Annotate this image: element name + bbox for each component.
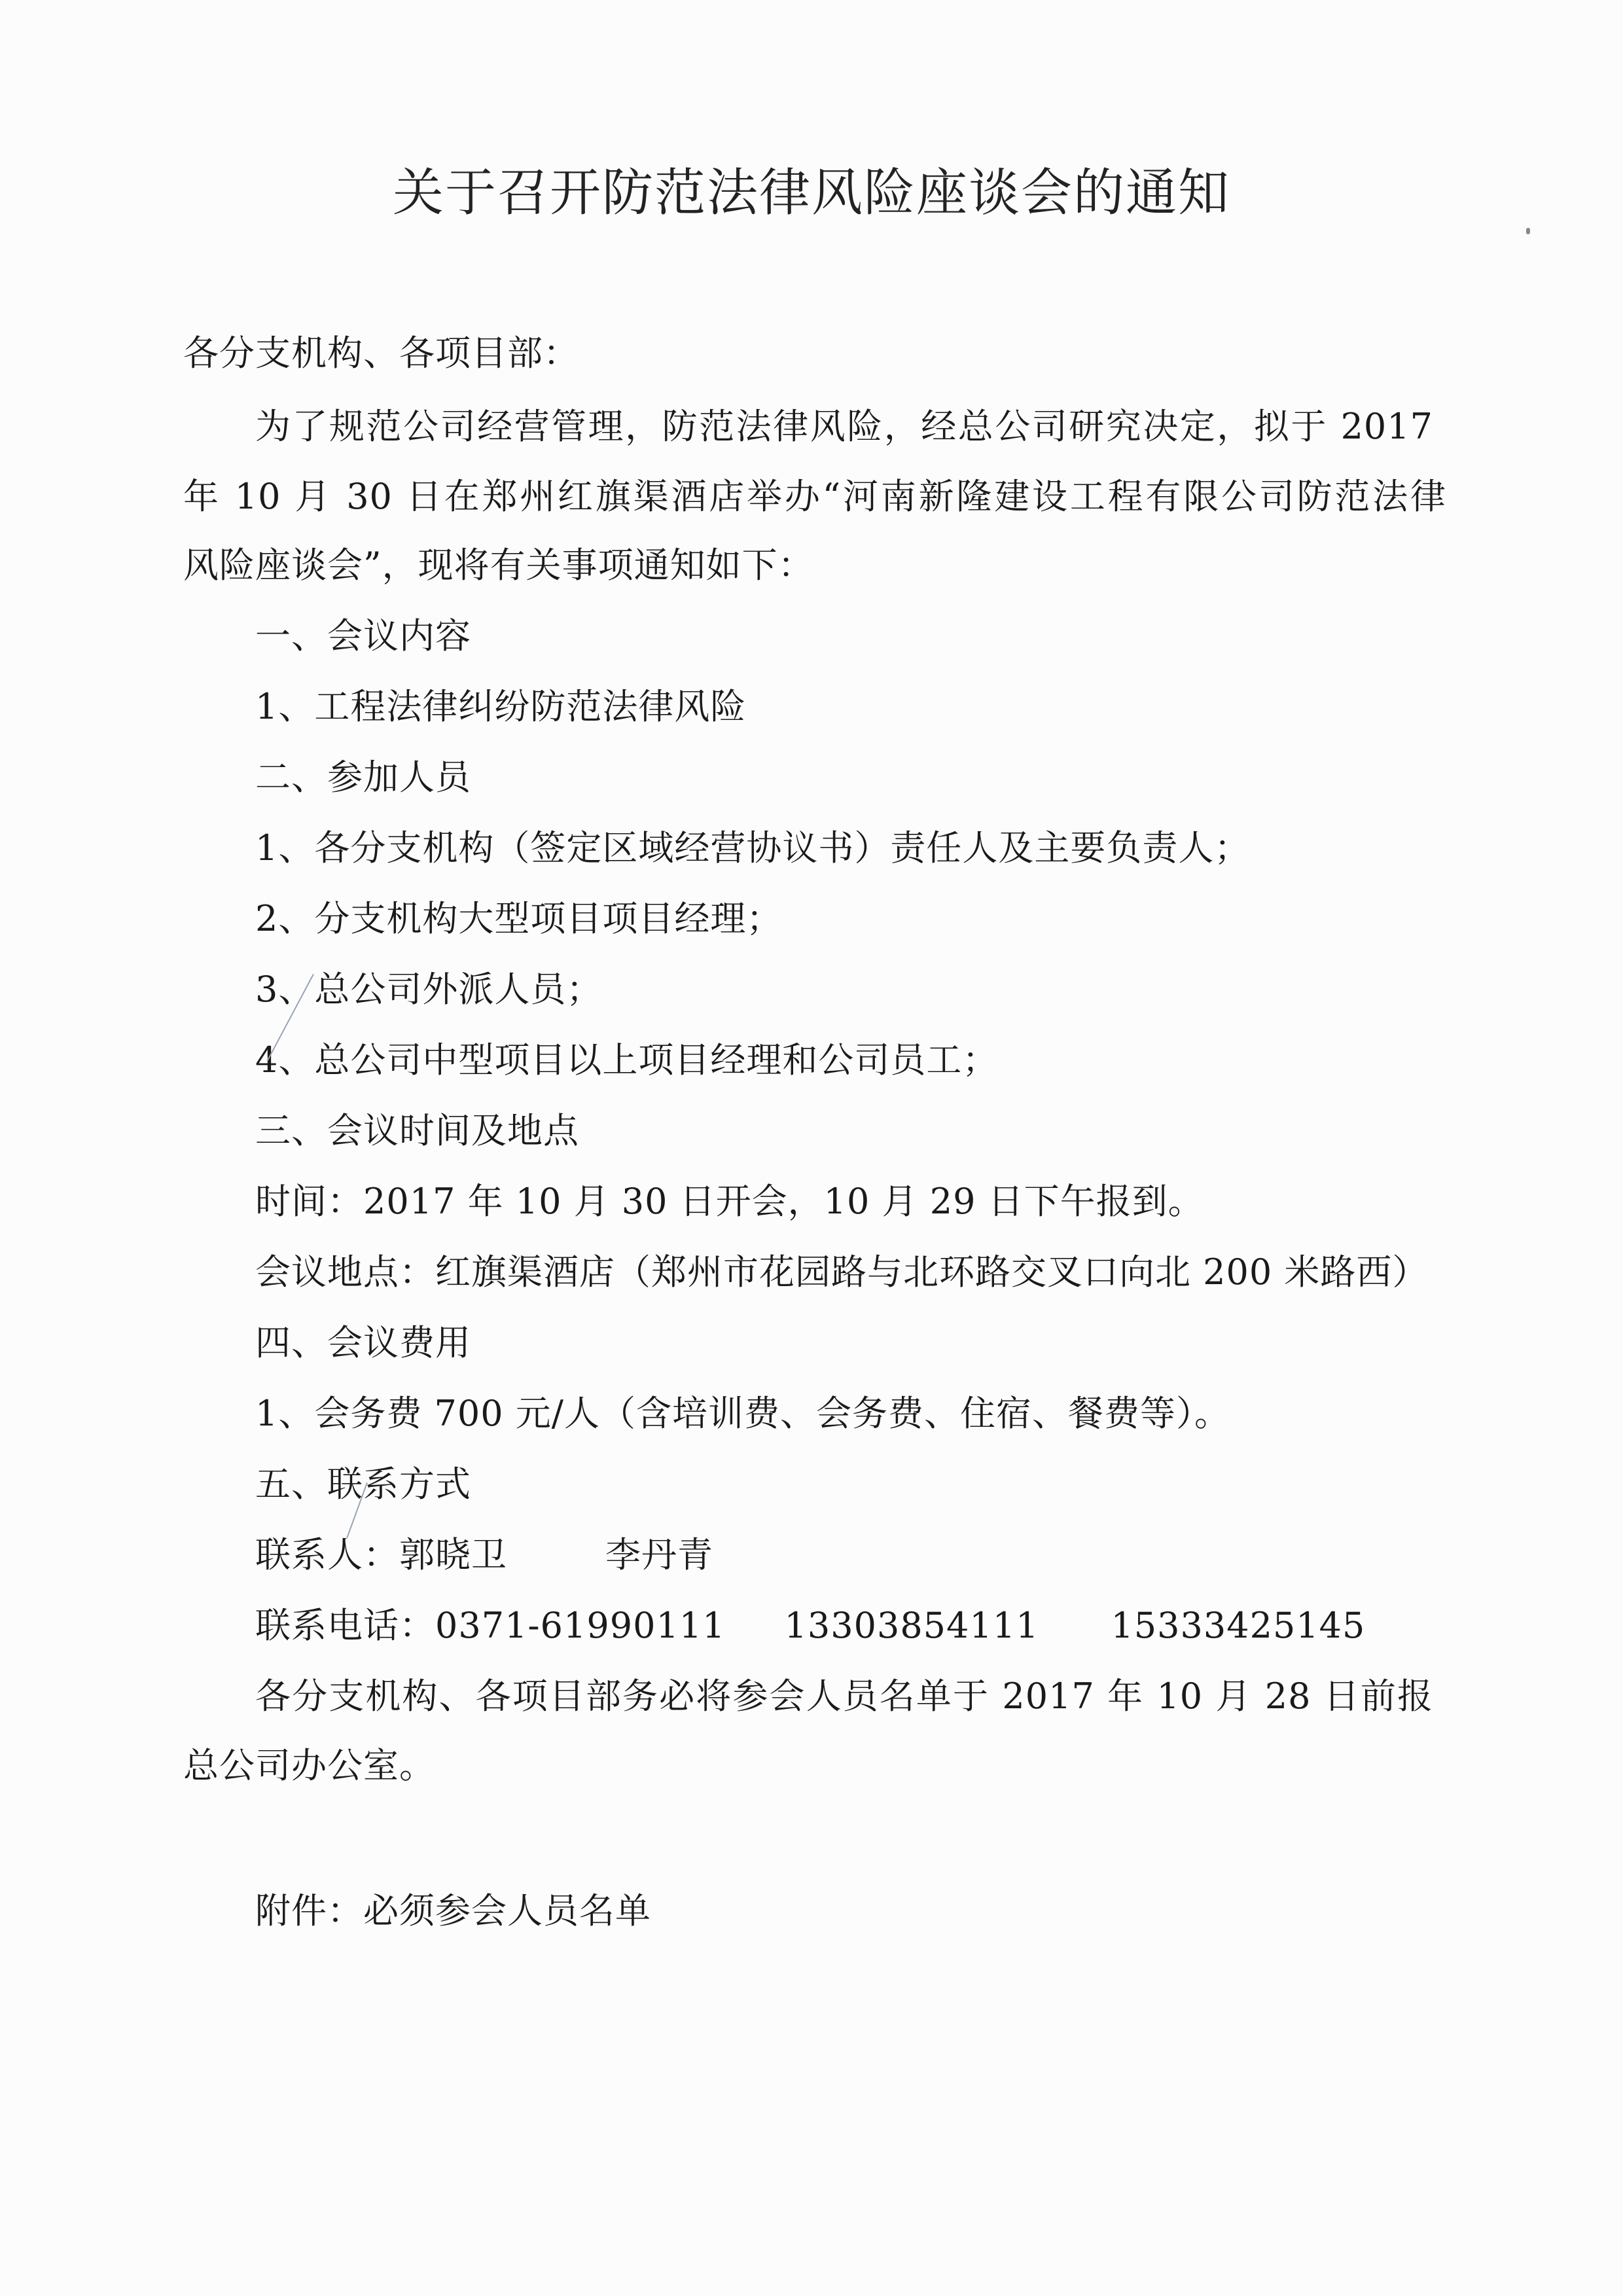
attendees-item-1: 1、各分支机构（签定区域经营协议书）责任人及主要负责人；	[255, 827, 1251, 869]
closing-line-2: 总公司办公室。	[183, 1745, 435, 1786]
attachment-note: 附件：必须参会人员名单	[255, 1890, 651, 1931]
section-time-place-heading: 三、会议时间及地点	[255, 1110, 579, 1151]
section-fee-heading: 四、会议费用	[255, 1322, 471, 1363]
contact-person-1: 郭晓卫	[399, 1534, 507, 1575]
scan-speck	[1526, 228, 1530, 234]
meeting-time: 时间：2017 年 10 月 30 日开会，10 月 29 日下午报到。	[255, 1181, 1204, 1222]
salutation: 各分支机构、各项目部：	[183, 332, 579, 374]
closing-line-1: 各分支机构、各项目部务必将参会人员名单于 2017 年 10 月 28 日前报	[255, 1676, 1433, 1717]
attendees-item-3: 3、总公司外派人员；	[255, 969, 603, 1010]
contact-phones	[255, 1603, 1518, 1649]
contact-phone-2: 13303854111	[784, 1605, 1039, 1646]
meeting-place: 会议地点：红旗渠酒店（郑州市花园路与北环路交叉口向北 200 米路西）	[255, 1251, 1429, 1293]
section-content-heading: 一、会议内容	[255, 615, 471, 656]
attendees-item-4: 4、总公司中型项目以上项目经理和公司员工；	[255, 1039, 999, 1081]
contact-phone-3: 15333425145	[1111, 1605, 1366, 1646]
attendees-item-2: 2、分支机构大型项目项目经理；	[255, 898, 783, 939]
section-attendees-heading: 二、参加人员	[255, 757, 471, 798]
contact-person-2: 李丹青	[605, 1534, 713, 1575]
contact-phone-1: 0371-61990111	[435, 1605, 726, 1646]
contact-persons	[255, 1532, 1518, 1578]
document-title: 关于召开防范法律风险座谈会的通知	[392, 164, 1230, 223]
contact-phone-label: 联系电话：	[255, 1605, 435, 1646]
section-content-item-1: 1、工程法律纠纷防范法律风险	[255, 686, 747, 727]
intro-line-3: 风险座谈会”，现将有关事项通知如下：	[183, 545, 814, 586]
fee-item-1: 1、会务费 700 元/人（含培训费、会务费、住宿、餐费等）。	[255, 1393, 1230, 1434]
section-contact-heading: 五、联系方式	[255, 1463, 471, 1505]
contact-person-label: 联系人：	[255, 1534, 399, 1575]
intro-line-1: 为了规范公司经营管理，防范法律风险，经总公司研究决定，拟于 2017	[255, 406, 1433, 447]
intro-line-2: 年 10 月 30 日在郑州红旗渠酒店举办“河南新隆建设工程有限公司防范法律	[183, 476, 1446, 517]
